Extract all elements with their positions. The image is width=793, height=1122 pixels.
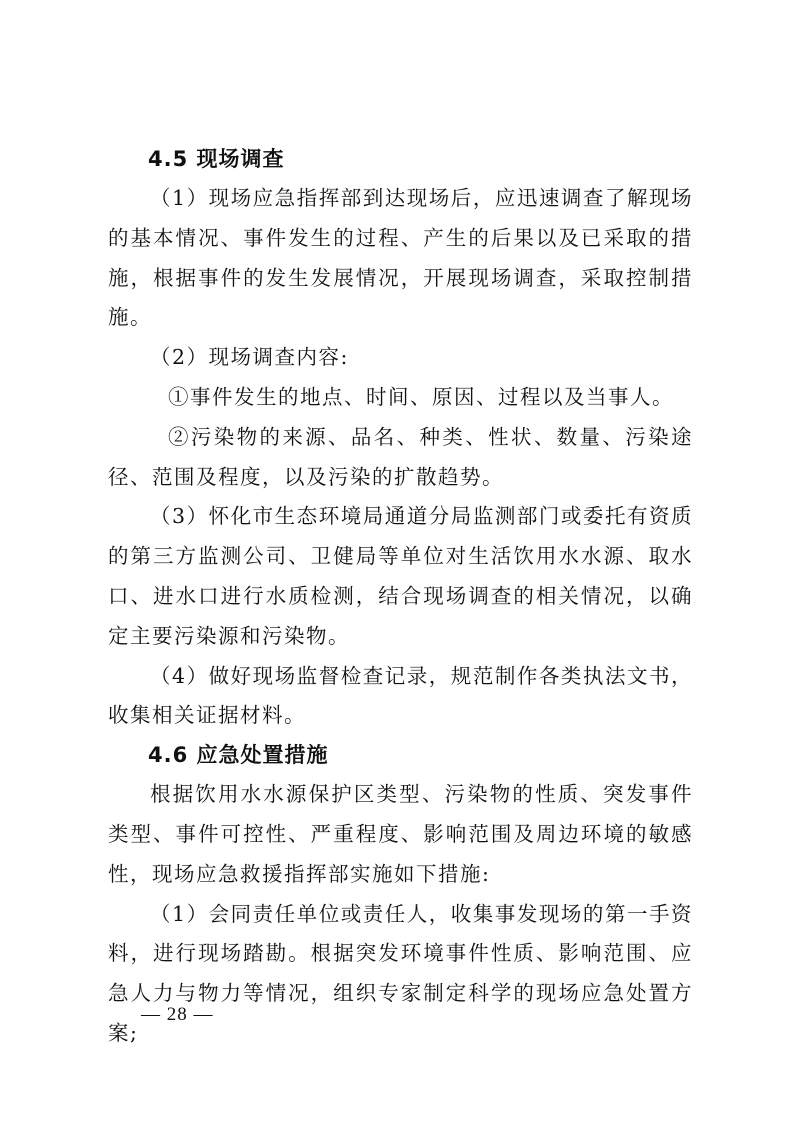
paragraph-4-5-3: （3）怀化市生态环境局通道分局监测部门或委托有资质的第三方监测公司、卫健局等单位对生活饮用水水源、取水口、进水口进行水质检测，结合现场调查的相关情况，以确定主要污染源和污染物。 <box>108 504 693 648</box>
paragraph-4-5-2: （2）现场调查内容: <box>150 345 349 370</box>
paragraph-4-6-intro: 根据饮用水水源保护区类型、污染物的性质、突发事件类型、事件可控性、严重程度、影响范围及周边环境的敏感性，现场应急救援指挥部实施如下措施: <box>108 782 693 886</box>
paragraph-4-5-2-item-1: ①事件发生的地点、时间、原因、过程以及当事人。 <box>168 384 674 409</box>
page-number: — 28 — <box>141 1004 214 1025</box>
section-heading-4-6: 4.6 应急处置措施 <box>148 743 329 768</box>
paragraph-4-5-1: （1）现场应急指挥部到达现场后，应迅速调查了解现场的基本情况、事件发生的过程、产生的后果以及已采取的措施，根据事件的发生发展情况，开展现场调查，采取控制措施。 <box>108 186 693 330</box>
section-heading-4-5: 4.5 现场调查 <box>148 147 285 171</box>
body-text <box>108 140 693 1054</box>
paragraph-4-6-1: （1）会同责任单位或责任人，收集事发现场的第一手资料，进行现场踏勘。根据突发环境事件性质、影响范围、应急人力与物力等情况，组织专家制定科学的现场应急处置方案; <box>108 901 693 1045</box>
paragraph-4-5-2-item-2: ②污染物的来源、品名、种类、性状、数量、污染途径、范围及程度，以及污染的扩散趋势。 <box>108 424 693 489</box>
paragraph-4-5-4: （4）做好现场监督检查记录，规范制作各类执法文书，收集相关证据材料。 <box>108 663 693 728</box>
